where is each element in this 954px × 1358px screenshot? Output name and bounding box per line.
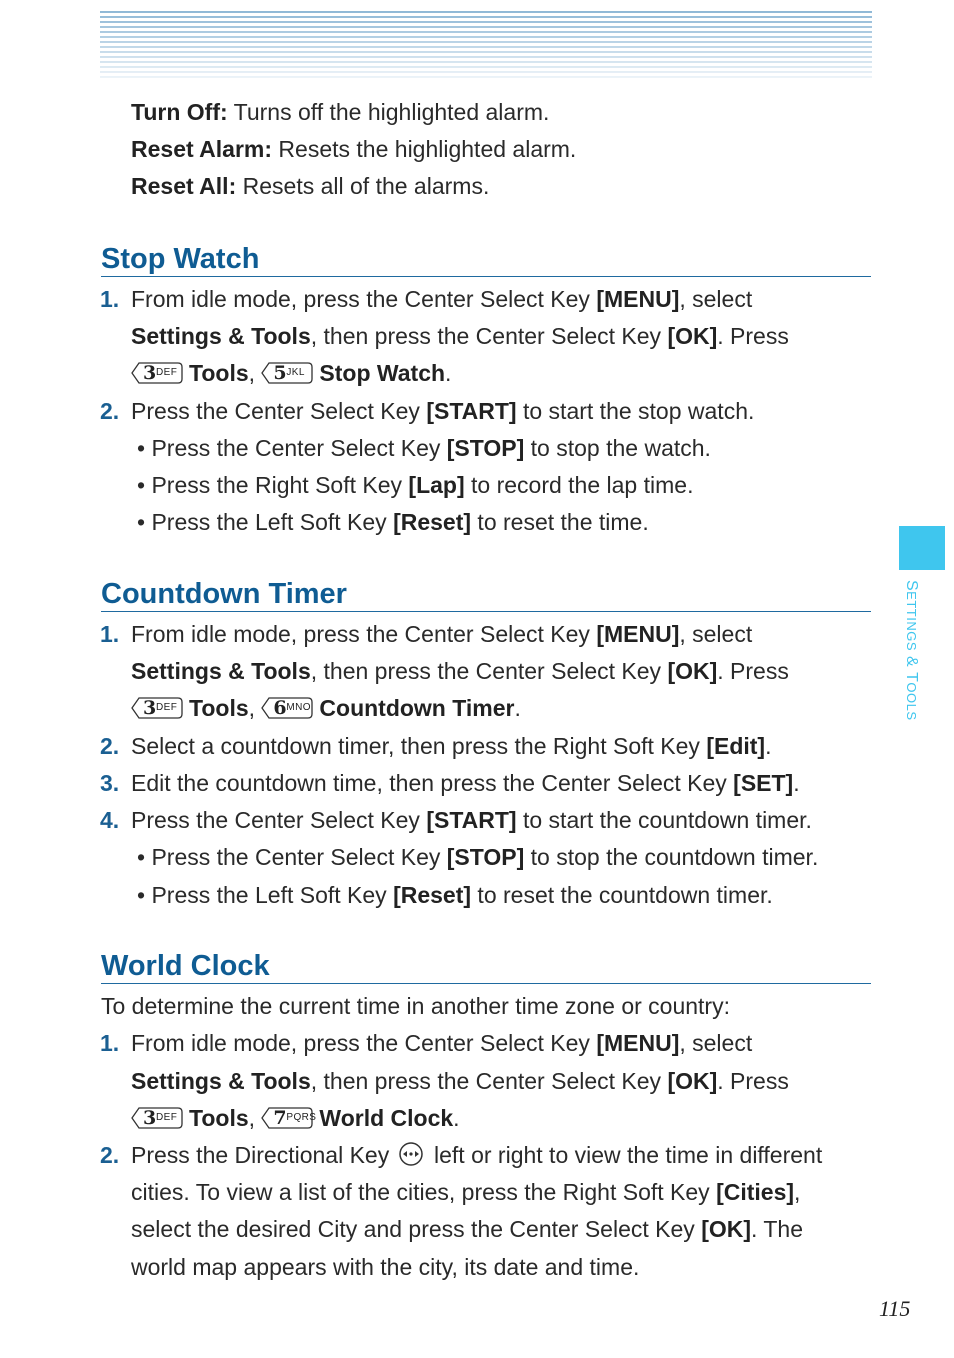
countdown-step1-line3: 3 DEF Tools, 6 MNO Countdown Timer. (131, 693, 521, 723)
section-side-label: SETTINGS & TOOLS (903, 580, 920, 721)
page-number: 115 (879, 1296, 911, 1321)
step-number: 4. (100, 807, 120, 833)
world-clock-step1-line2: Settings & Tools, then press the Center Select Key [OK]. Press (131, 1068, 789, 1094)
countdown-bullet-reset: • Press the Left Soft Key [Reset] to reset the countdown timer. (137, 882, 773, 908)
stop-watch-bullet-stop: • Press the Center Select Key [STOP] to stop the watch. (137, 435, 711, 461)
section-heading-countdown-timer: Countdown Timer (101, 579, 871, 612)
step-number: 2. (100, 1142, 120, 1168)
key-3-icon: 3 DEF (131, 362, 183, 384)
section-heading-world-clock: World Clock (101, 951, 871, 984)
step-number: 1. (100, 1030, 120, 1056)
stop-watch-step2: Press the Center Select Key [START] to start the stop watch. (131, 398, 755, 424)
countdown-step4: Press the Center Select Key [START] to start the countdown timer. (131, 807, 812, 833)
key-7-icon: 7 PQRS (261, 1107, 313, 1129)
world-clock-intro: To determine the current time in another time zone or country: (101, 993, 730, 1019)
world-clock-step2-line2: cities. To view a list of the cities, press the Right Soft Key [Cities], (131, 1179, 801, 1205)
countdown-step3: Edit the countdown time, then press the Center Select Key [SET]. (131, 770, 800, 796)
world-clock-step1-line1: From idle mode, press the Center Select Key [MENU], select (131, 1030, 753, 1056)
step-number: 3. (100, 770, 120, 796)
section-tab-marker (899, 526, 945, 570)
header-stripe-band (100, 11, 872, 79)
alarm-option-reset-all: Reset All: Resets all of the alarms. (131, 173, 490, 199)
key-6-icon: 6 MNO (261, 697, 313, 719)
stop-watch-step1-line2: Settings & Tools, then press the Center Select Key [OK]. Press (131, 323, 789, 349)
step-number: 2. (100, 733, 120, 759)
world-clock-step2-line4: world map appears with the city, its date and time. (131, 1254, 640, 1280)
directional-key-icon (398, 1141, 424, 1174)
countdown-step1-line2: Settings & Tools, then press the Center Select Key [OK]. Press (131, 658, 789, 684)
stop-watch-bullet-reset: • Press the Left Soft Key [Reset] to reset the time. (137, 509, 649, 535)
key-5-icon: 5 JKL (261, 362, 313, 384)
world-clock-step2-line1: Press the Directional Key left or right to view the time in different (131, 1140, 822, 1170)
key-3-icon: 3 DEF (131, 697, 183, 719)
world-clock-step2-line3: select the desired City and press the Center Select Key [OK]. The (131, 1216, 804, 1242)
stop-watch-bullet-lap: • Press the Right Soft Key [Lap] to record the lap time. (137, 472, 694, 498)
alarm-option-reset-alarm: Reset Alarm: Resets the highlighted alarm. (131, 136, 577, 162)
alarm-option-turn-off: Turn Off: Turns off the highlighted alarm. (131, 99, 550, 125)
step-number: 1. (100, 621, 120, 647)
stop-watch-step1-line1: From idle mode, press the Center Select Key [MENU], select (131, 286, 753, 312)
countdown-bullet-stop: • Press the Center Select Key [STOP] to stop the countdown timer. (137, 844, 819, 870)
world-clock-step1-line3: 3 DEF Tools, 7 PQRS World Clock. (131, 1103, 460, 1133)
step-number: 1. (100, 286, 120, 312)
step-number: 2. (100, 398, 120, 424)
countdown-step1-line1: From idle mode, press the Center Select Key [MENU], select (131, 621, 753, 647)
key-3-icon: 3 DEF (131, 1107, 183, 1129)
countdown-step2: Select a countdown timer, then press the Right Soft Key [Edit]. (131, 733, 772, 759)
stop-watch-step1-line3: 3 DEF Tools, 5 JKL Stop Watch. (131, 358, 451, 388)
section-heading-stop-watch: Stop Watch (101, 244, 871, 277)
